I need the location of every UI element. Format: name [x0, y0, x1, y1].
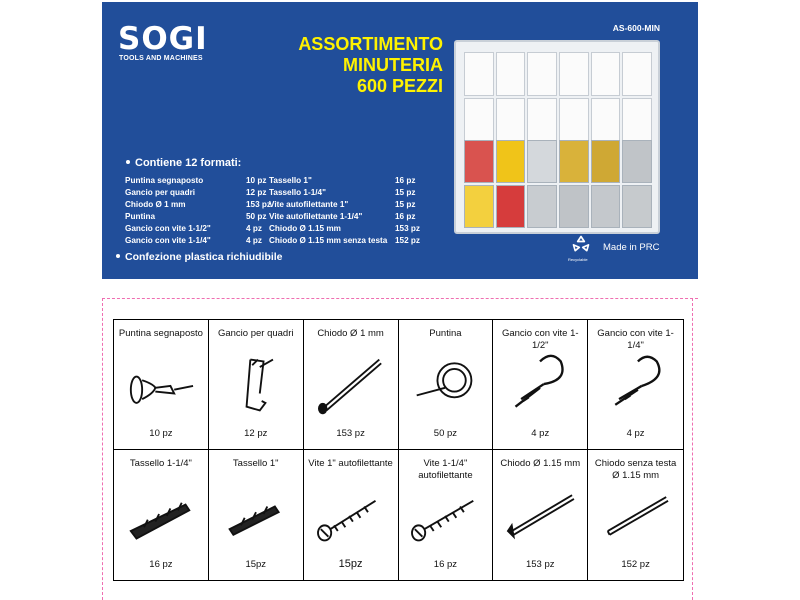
- item-cell: [588, 320, 683, 450]
- item-count: 50 pz: [433, 428, 458, 439]
- list-item: Gancio con vite 1-1/2" 4 pz: [125, 224, 262, 234]
- list-item: Gancio con vite 1-1/4" 4 pz: [125, 236, 262, 246]
- wall-plug-icon: [123, 482, 199, 548]
- list-item: Puntina 50 pz: [125, 212, 267, 222]
- wall-plug-icon: [218, 482, 294, 548]
- product-title: [298, 34, 443, 97]
- item-name: Chiodo Ø 1 mm: [317, 328, 384, 339]
- item-cell: [493, 320, 588, 450]
- compartment: [559, 185, 589, 228]
- list-item: Gancio per quadri 12 pz: [125, 188, 267, 198]
- item-cell: [588, 450, 683, 580]
- item-cell: [114, 450, 209, 580]
- compartments: [464, 140, 652, 228]
- list-item: Chiodo Ø 1 mm 153 pz: [125, 200, 272, 210]
- compartment: [464, 185, 494, 228]
- screw-icon: [407, 482, 483, 548]
- item-name: Chiodo senza testa Ø 1.15 mm: [594, 458, 677, 481]
- compartment: [527, 185, 557, 228]
- screw-hook-icon: [502, 352, 578, 418]
- product-photo: [454, 40, 660, 234]
- contents-list-right: [269, 176, 429, 249]
- item-cell: [493, 450, 588, 580]
- compartment: [622, 185, 652, 228]
- recycle-label: Recyclable: [568, 257, 588, 262]
- item-name: Tassello 1-1/4": [129, 458, 192, 469]
- screw-icon: [313, 482, 389, 548]
- item-name: Tassello 1": [232, 458, 279, 469]
- cut-line-right: [692, 298, 693, 600]
- item-name: Chiodo Ø 1.15 mm: [500, 458, 581, 469]
- item-count: 12 pz: [244, 428, 268, 439]
- item-cell: [399, 450, 494, 580]
- product-label-panel: [102, 2, 698, 279]
- bullet: [126, 160, 130, 164]
- map-pin-icon: [123, 352, 199, 418]
- item-name: Gancio per quadri: [217, 328, 294, 339]
- packaging-note: Confezione plastica richiudibile: [116, 251, 283, 263]
- product-code: AS-600-MIN: [612, 23, 660, 33]
- item-count: 153 pz: [336, 428, 365, 439]
- compartment: [591, 185, 621, 228]
- item-name: Gancio con vite 1-1/4": [597, 328, 674, 351]
- headless-nail-icon: [598, 482, 674, 548]
- list-item: Chiodo Ø 1.15 mm senza testa 152 pz: [269, 236, 421, 246]
- cut-line-left: [102, 298, 103, 600]
- item-count: 15pz: [338, 558, 363, 570]
- brand-tagline: TOOLS AND MACHINES: [119, 55, 203, 62]
- cut-line: [102, 298, 698, 299]
- compartment: [622, 140, 652, 183]
- title-line-3: 600 PEZZI: [356, 76, 443, 96]
- compartment: [496, 140, 526, 183]
- screw-hook-icon: [598, 352, 674, 418]
- item-count: 4 pz: [626, 428, 645, 439]
- brand-logo: SOGI: [118, 21, 208, 57]
- item-count: 16 pz: [433, 559, 458, 570]
- item-name: Puntina: [429, 328, 462, 339]
- compartment: [496, 185, 526, 228]
- title-line-2: MINUTERIA: [343, 55, 443, 75]
- item-name: Puntina segnaposto: [118, 328, 203, 339]
- item-cell: [209, 450, 304, 580]
- item-name: Vite 1" autofilettante: [308, 458, 393, 469]
- lid-labels-row: [464, 98, 652, 142]
- nail-icon: [502, 482, 578, 548]
- items-grid: [113, 319, 684, 581]
- picture-hook-icon: [218, 352, 294, 418]
- item-cell: [209, 320, 304, 450]
- list-item: Chiodo Ø 1.15 mm 153 pz: [269, 224, 421, 234]
- item-count: 10 pz: [149, 428, 173, 439]
- compartment: [527, 140, 557, 183]
- item-name: Vite 1-1/4" autofilettante: [418, 458, 473, 481]
- item-count: 15pz: [245, 559, 267, 570]
- item-cell: [304, 320, 399, 450]
- item-cell: [114, 320, 209, 450]
- recycle-icon: [571, 234, 591, 254]
- lid-labels-row: [464, 52, 652, 96]
- compartment: [464, 140, 494, 183]
- item-cell: [399, 320, 494, 450]
- list-item: Puntina segnaposto 10 pz: [125, 176, 267, 185]
- compartment: [559, 140, 589, 183]
- item-name: Gancio con vite 1-1/2": [501, 328, 579, 351]
- list-item: Tassello 1-1/4" 15 pz: [269, 188, 416, 198]
- thumbtack-icon: [407, 352, 483, 418]
- contents-list-left: [125, 176, 285, 249]
- nail-icon: [313, 352, 389, 418]
- compartment: [591, 140, 621, 183]
- made-in: Made in PRC: [603, 242, 660, 253]
- item-count: 152 pz: [621, 559, 650, 570]
- contents-heading: Contiene 12 formati:: [126, 157, 241, 169]
- list-item: Tassello 1" 16 pz: [269, 176, 416, 185]
- item-count: 4 pz: [531, 428, 550, 439]
- list-item: Vite autofilettante 1" 15 pz: [269, 200, 416, 210]
- list-item: Vite autofilettante 1-1/4" 16 pz: [269, 212, 416, 222]
- item-cell: [304, 450, 399, 580]
- item-count: 16 pz: [149, 559, 173, 570]
- bullet: [116, 254, 120, 258]
- item-count: 153 pz: [525, 559, 555, 570]
- title-line-1: ASSORTIMENTO: [298, 34, 443, 54]
